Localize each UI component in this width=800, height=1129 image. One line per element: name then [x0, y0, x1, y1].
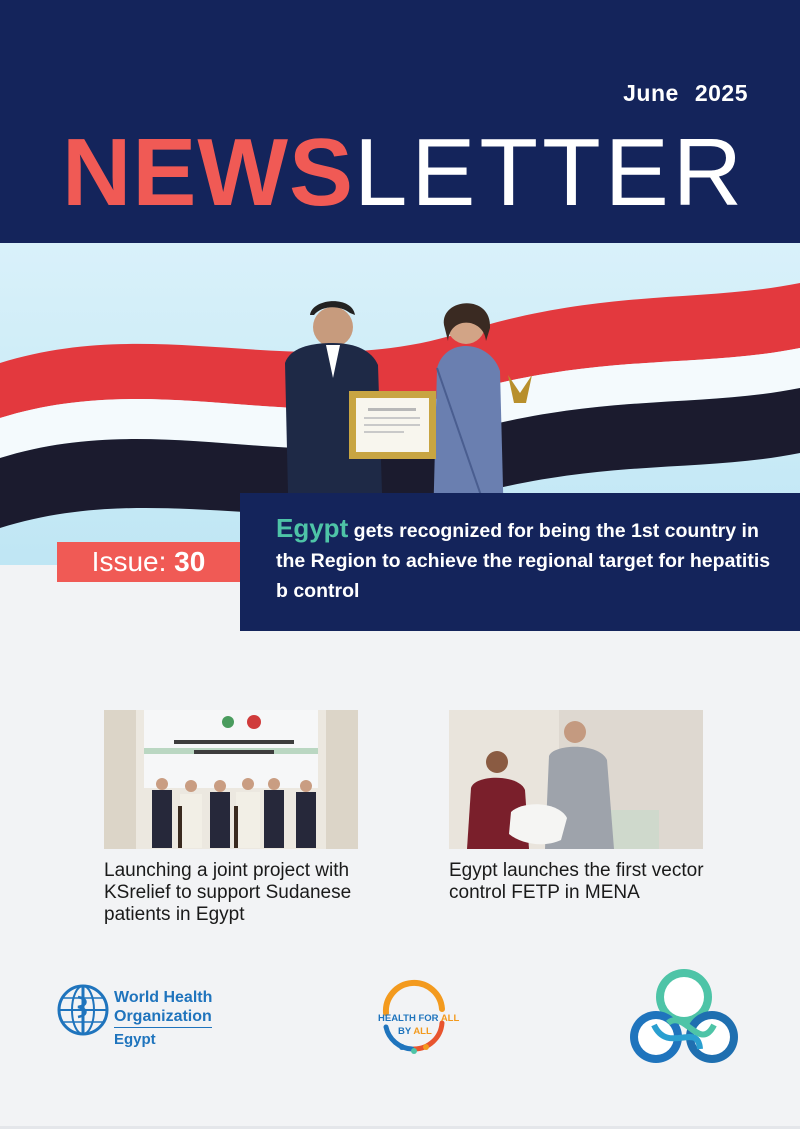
health-for-all-logo — [374, 973, 460, 1066]
masthead-news: NEWS — [62, 119, 354, 226]
headline-text: gets recognized for being the 1st country in the Region to achieve the regional target for hepatitis b control — [276, 520, 771, 602]
headline-box — [240, 493, 800, 631]
hfa-part-3: BY — [398, 1026, 414, 1037]
who-logo — [56, 983, 213, 1048]
issue-year: 2025 — [694, 80, 748, 106]
story-photo-fetp[interactable] — [449, 710, 703, 849]
hfa-part-4: ALL — [413, 1026, 432, 1037]
masthead-letter: LETTER — [354, 119, 747, 226]
story-card-fetp[interactable] — [449, 710, 709, 904]
hfa-text-line-2 — [398, 1026, 432, 1037]
who-line-1: World Health — [114, 989, 213, 1006]
framed-certificate — [349, 391, 436, 459]
issue-label: Issue: — [91, 546, 167, 577]
hfa-text-line-1 — [378, 1013, 459, 1024]
hfa-part-1: HEALTH FOR — [378, 1013, 441, 1024]
newsletter-header — [0, 0, 800, 243]
partner-logos — [0, 965, 800, 1075]
issue-date — [623, 80, 748, 107]
story-card-ksrelief[interactable] — [104, 710, 364, 926]
who-name — [114, 988, 212, 1026]
who-emblem-icon — [56, 983, 110, 1037]
issue-number: 30 — [174, 546, 206, 577]
story-photo-ksrelief[interactable] — [104, 710, 358, 849]
triple-billion-emblem-icon — [628, 965, 740, 1075]
who-country: Egypt — [114, 1031, 156, 1048]
who-line-2: Organization — [114, 1008, 212, 1025]
issue-badge — [57, 542, 240, 582]
issue-month: June — [623, 80, 679, 106]
lead-headline[interactable] — [276, 513, 780, 606]
hfa-part-2: ALL — [440, 1013, 460, 1024]
who-divider — [114, 1027, 212, 1028]
triple-billion-logo — [628, 965, 740, 1080]
masthead-title — [62, 118, 746, 228]
story-caption[interactable]: Launching a joint project with KSrelief to support Sudanese patients in Egypt — [104, 860, 352, 925]
headline-accent: Egypt — [276, 513, 349, 543]
story-caption[interactable]: Egypt launches the first vector control FETP in MENA — [449, 860, 704, 903]
